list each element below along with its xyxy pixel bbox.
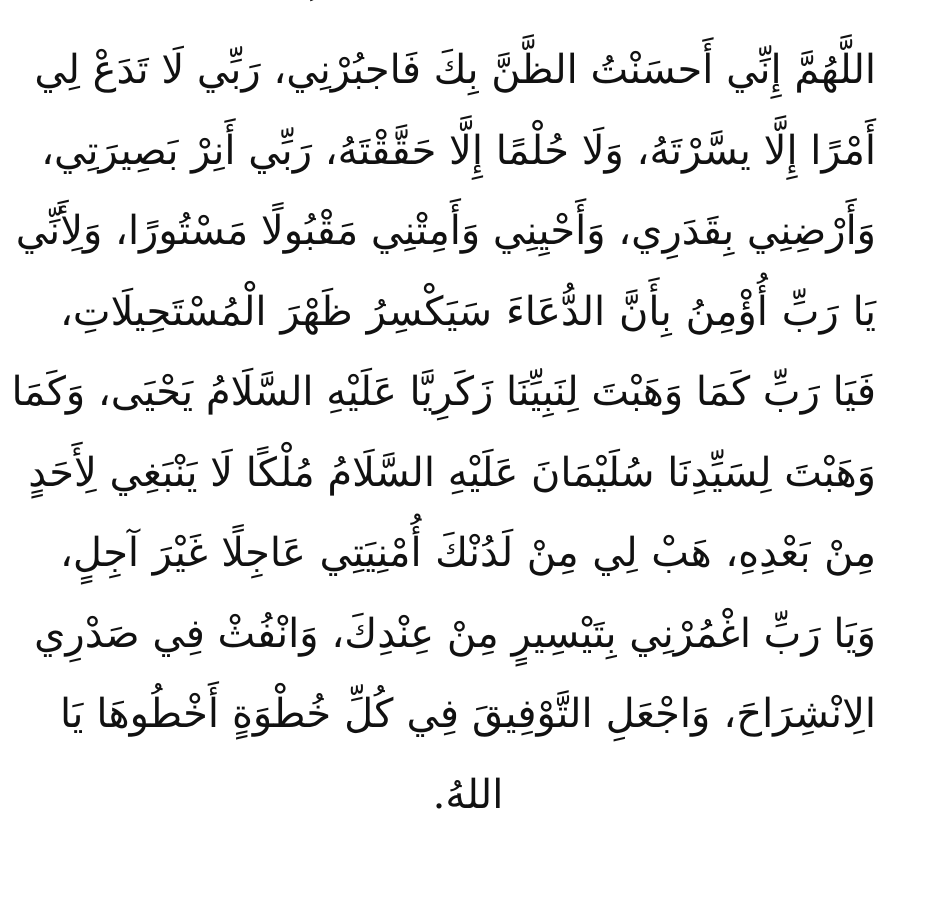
cropped-diacritic-mark [308, 0, 332, 6]
text-line-7: مِنْ بَعْدِهِ، هَبْ لِي مِنْ لَدُنْكَ أُمْنِيَتِي عَاجِلًا غَيْرَ آجِلٍ، [60, 530, 876, 576]
text-line-2: أَمْرًا إِلَّا يسَّرْتَهُ، وَلَا حُلْمًا إِلَّا حَقَّقْتَهُ، رَبِّي أَنِرْ بَصِيرَتِي، [41, 127, 876, 174]
text-line-8: وَيَا رَبِّ اغْمُرْنِي بِتَيْسِيرٍ مِنْ عِنْدِكَ، وَانْفُثْ فِي صَدْرِي [34, 610, 876, 657]
text-line-10: اللهُ. [432, 771, 504, 818]
text-line-1: اللَّهُمَّ إِنِّي أَحسَنْتُ الظَّنَّ بِكَ فَاجبُرْنِي، رَبِّي لَا تَدَعْ لِي [34, 47, 876, 93]
text-line-3: وَأَرْضِنِي بِقَدَرِي، وَأَحْيِنِي وَأَمِتْنِي مَقْبُولًا مَسْتُورًا، وَلِأَنِّي [15, 208, 876, 254]
dua-text-block [11, 30, 876, 835]
text-line-6: وَهَبْتَ لِسَيِّدِنَا سُلَيْمَانَ عَلَيْهِ السَّلَامُ مُلْكًا لَا يَنْبَغِي لِأَحَدٍ [28, 449, 876, 496]
text-line-9: الِانْشِرَاحَ، وَاجْعَلِ التَّوْفِيقَ فِي كُلِّ خُطْوَةٍ أَخْطُوهَا يَا [60, 691, 876, 737]
text-line-4: يَا رَبِّ أُؤْمِنُ بِأَنَّ الدُّعَاءَ سَيَكْسِرُ ظَهْرَ الْمُسْتَحِيلَاتِ، [60, 288, 876, 335]
text-line-5: فَيَا رَبِّ كَمَا وَهَبْتَ لِنَبِيِّنَا زَكَرِيَّا عَلَيْهِ السَّلَامُ يَحْيَى، وَكَمَا [11, 369, 876, 415]
